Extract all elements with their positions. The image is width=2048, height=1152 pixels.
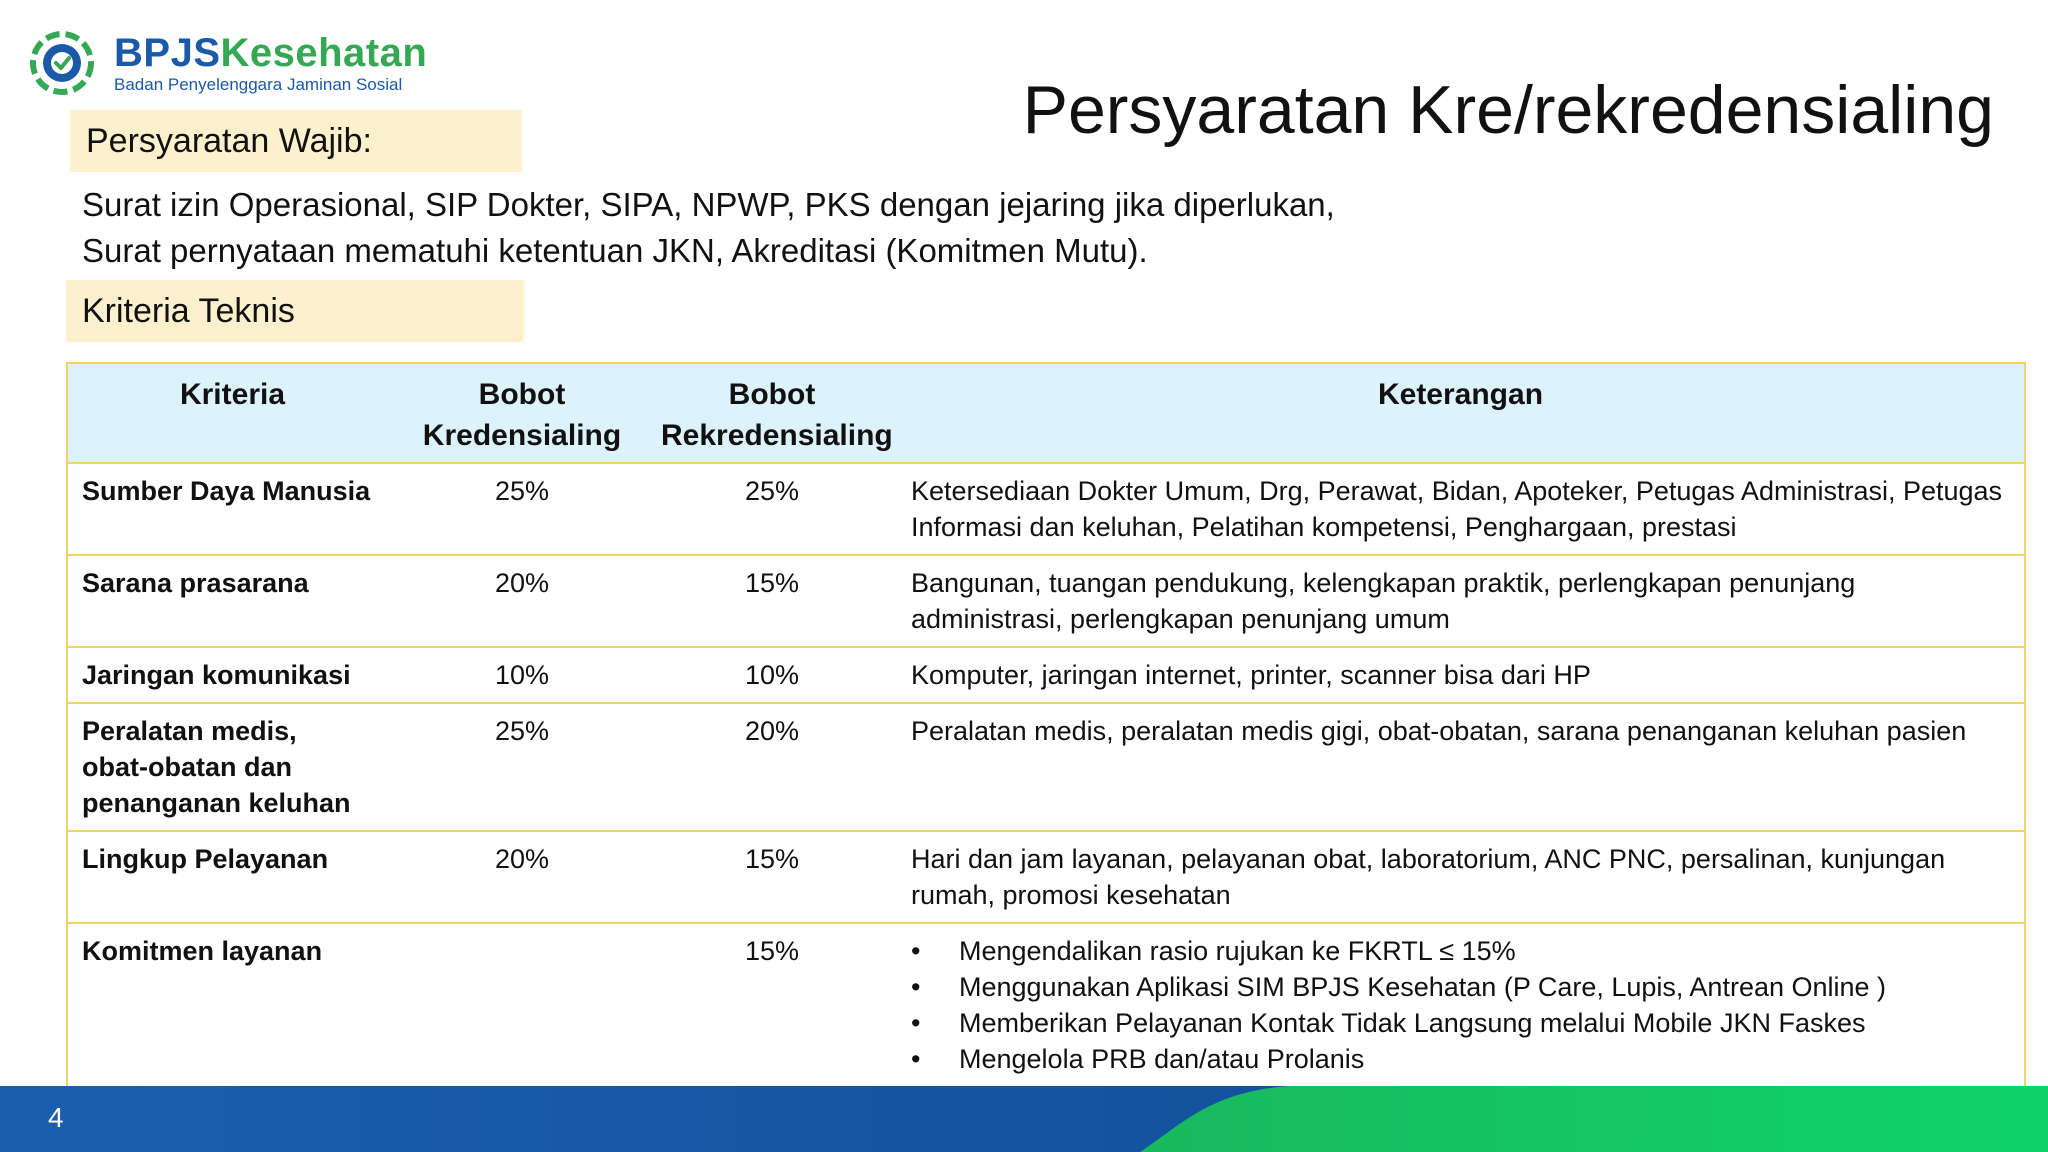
cell-kriteria: Jaringan komunikasi <box>67 647 397 703</box>
header-keterangan: Keterangan <box>897 363 2025 463</box>
komitmen-bullet-list <box>911 933 2010 1077</box>
list-item: • Mengendalikan rasio rujukan ke FKRTL ≤ 15% <box>911 933 2010 969</box>
cell-bobot-kred: 20% <box>397 831 647 923</box>
cell-kriteria: Sumber Daya Manusia <box>67 463 397 555</box>
table-row <box>67 831 2025 923</box>
cell-keterangan: Hari dan jam layanan, pelayanan obat, laboratorium, ANC PNC, persalinan, kunjungan rumah, promosi kesehatan <box>897 831 2025 923</box>
cell-bobot-rekred: 10% <box>647 647 897 703</box>
cell-kriteria: Peralatan medis, obat-obatan dan penanganan keluhan <box>67 703 397 831</box>
table-row <box>67 647 2025 703</box>
cell-bobot-rekred: 25% <box>647 463 897 555</box>
cell-kriteria: Komitmen layanan <box>67 923 397 1087</box>
cell-keterangan <box>897 923 2025 1087</box>
table-row <box>67 703 2025 831</box>
cell-bobot-rekred: 15% <box>647 923 897 1087</box>
page-number: 4 <box>48 1102 64 1133</box>
cell-bobot-rekred: 20% <box>647 703 897 831</box>
cell-bobot-rekred: 15% <box>647 831 897 923</box>
cell-bobot-kred: 25% <box>397 463 647 555</box>
cell-bobot-kred <box>397 923 647 1087</box>
list-item: • Mengelola PRB dan/atau Prolanis <box>911 1041 2010 1077</box>
cell-bobot-kred: 20% <box>397 555 647 647</box>
page-title: Persyaratan Kre/rekredensialing <box>1022 72 1994 148</box>
table-row <box>67 463 2025 555</box>
wajib-text <box>82 182 1335 274</box>
logo-brand-name: BPJSKesehatan <box>114 31 428 75</box>
cell-bobot-rekred: 15% <box>647 555 897 647</box>
wajib-line-2: Surat pernyataan mematuhi ketentuan JKN, Akreditasi (Komitmen Mutu). <box>82 232 1148 269</box>
header-kriteria: Kriteria <box>67 363 397 463</box>
criteria-table <box>66 362 2026 1088</box>
list-item: • Memberikan Pelayanan Kontak Tidak Langsung melalui Mobile JKN Faskes <box>911 1005 2010 1041</box>
cell-bobot-kred: 10% <box>397 647 647 703</box>
table-row <box>67 923 2025 1087</box>
bpjs-logo <box>30 28 427 98</box>
cell-bobot-kred: 25% <box>397 703 647 831</box>
table-header-row <box>67 363 2025 463</box>
footer-band <box>0 1086 2048 1152</box>
table-row <box>67 555 2025 647</box>
cell-keterangan: Peralatan medis, peralatan medis gigi, obat-obatan, sarana penanganan keluhan pasien <box>897 703 2025 831</box>
logo-subtitle: Badan Penyelenggara Jaminan Sosial <box>114 75 403 94</box>
wajib-line-1: Surat izin Operasional, SIP Dokter, SIPA, NPWP, PKS dengan jejaring jika diperlukan, <box>82 186 1335 223</box>
section-label-wajib: Persyaratan Wajib: <box>70 110 522 172</box>
cell-keterangan: Komputer, jaringan internet, printer, scanner bisa dari HP <box>897 647 2025 703</box>
cell-keterangan: Bangunan, tuangan pendukung, kelengkapan praktik, perlengkapan penunjang administrasi, perlengkapan penunjang umum <box>897 555 2025 647</box>
bpjs-emblem-icon <box>30 31 94 95</box>
list-item: • Menggunakan Aplikasi SIM BPJS Kesehatan (P Care, Lupis, Antrean Online ) <box>911 969 2010 1005</box>
header-bobot-kredensialing: Bobot Kredensialing <box>397 363 647 463</box>
cell-keterangan: Ketersediaan Dokter Umum, Drg, Perawat, Bidan, Apoteker, Petugas Administrasi, Petugas Informasi dan keluhan, Pelatihan kompetensi, Penghargaan, prestasi <box>897 463 2025 555</box>
cell-kriteria: Sarana prasarana <box>67 555 397 647</box>
section-label-teknis: Kriteria Teknis <box>66 280 524 342</box>
header-bobot-rekredensialing: Bobot Rekredensialing <box>647 363 897 463</box>
cell-kriteria: Lingkup Pelayanan <box>67 831 397 923</box>
